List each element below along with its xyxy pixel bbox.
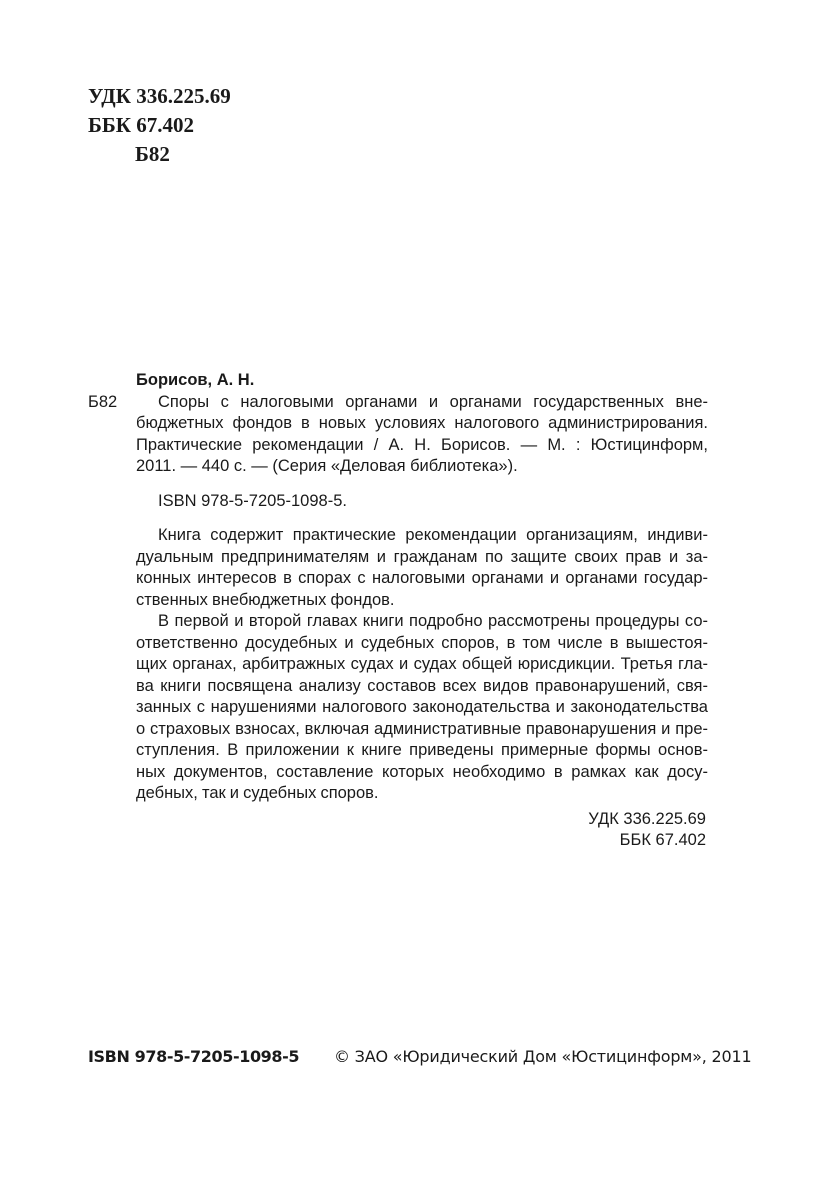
annotation-line: Книга содержит практические рекомендации организациям, индиви- xyxy=(158,526,708,544)
annotation-line: ответственно досудебных и судебных споров, в том числе в вышестоя- xyxy=(136,633,708,652)
annotation xyxy=(88,525,708,805)
classification-header xyxy=(88,82,231,169)
author-mark: Б82 xyxy=(135,142,170,166)
catalog-entry xyxy=(88,370,708,852)
page-footer xyxy=(88,1047,752,1066)
isbn-entry: ISBN 978-5-7205-1098-5. xyxy=(158,491,347,510)
bibliographic-description xyxy=(88,392,708,478)
annotation-line: конных интересов в спорах с налоговыми органами и органами государ- xyxy=(136,569,708,587)
author-name: Борисов, А. Н. xyxy=(136,371,255,389)
description-line: Практические рекомендации / А. Н. Борисов. — М. : Юстицинформ, xyxy=(136,435,708,454)
author-mark-entry: Б82 xyxy=(88,392,118,411)
udk-code: УДК 336.225.69 xyxy=(88,84,231,108)
description-line: Споры с налоговыми органами и органами государственных вне- xyxy=(158,392,708,411)
annotation-paragraph xyxy=(136,525,708,611)
copyright-notice: © ЗАО «Юридический Дом «Юстицинформ», 2011 xyxy=(334,1047,752,1066)
isbn-footer: ISBN 978-5-7205-1098-5 xyxy=(88,1047,300,1066)
bbk-code-entry: ББК 67.402 xyxy=(619,831,706,849)
annotation-line: ва книги посвящена анализу составов всех видов правонарушений, свя- xyxy=(136,676,708,695)
annotation-line: ступления. В приложении к книге приведены примерные формы основ- xyxy=(136,741,708,759)
udk-code-entry: УДК 336.225.69 xyxy=(588,809,706,828)
classification-footer xyxy=(88,809,708,852)
annotation-line: В первой и второй главах книги подробно рассмотрены процедуры со- xyxy=(158,612,708,630)
annotation-line: дебных, так и судебных споров. xyxy=(136,784,379,802)
annotation-line: щих органах, арбитражных судах и судах общей юрисдикции. Третья гла- xyxy=(136,655,708,673)
description-line: 2011. — 440 с. — (Серия «Деловая библиотека»). xyxy=(136,457,518,475)
annotation-line: о страховых взносах, включая административные правонарушения и пре- xyxy=(136,719,708,738)
bbk-code: ББК 67.402 xyxy=(88,113,194,137)
description-line: бюджетных фондов в новых условиях налогового администрирования. xyxy=(136,414,708,432)
annotation-line: дуальным предпринимателям и гражданам по защите своих прав и за- xyxy=(136,547,708,566)
annotation-line: ных документов, составление которых необходимо в рамках как досу- xyxy=(136,762,708,781)
annotation-line: ственных внебюджетных фондов. xyxy=(136,590,395,609)
annotation-paragraph xyxy=(136,611,708,805)
annotation-line: занных с нарушениями налогового законодательства и законодательства xyxy=(136,698,708,716)
